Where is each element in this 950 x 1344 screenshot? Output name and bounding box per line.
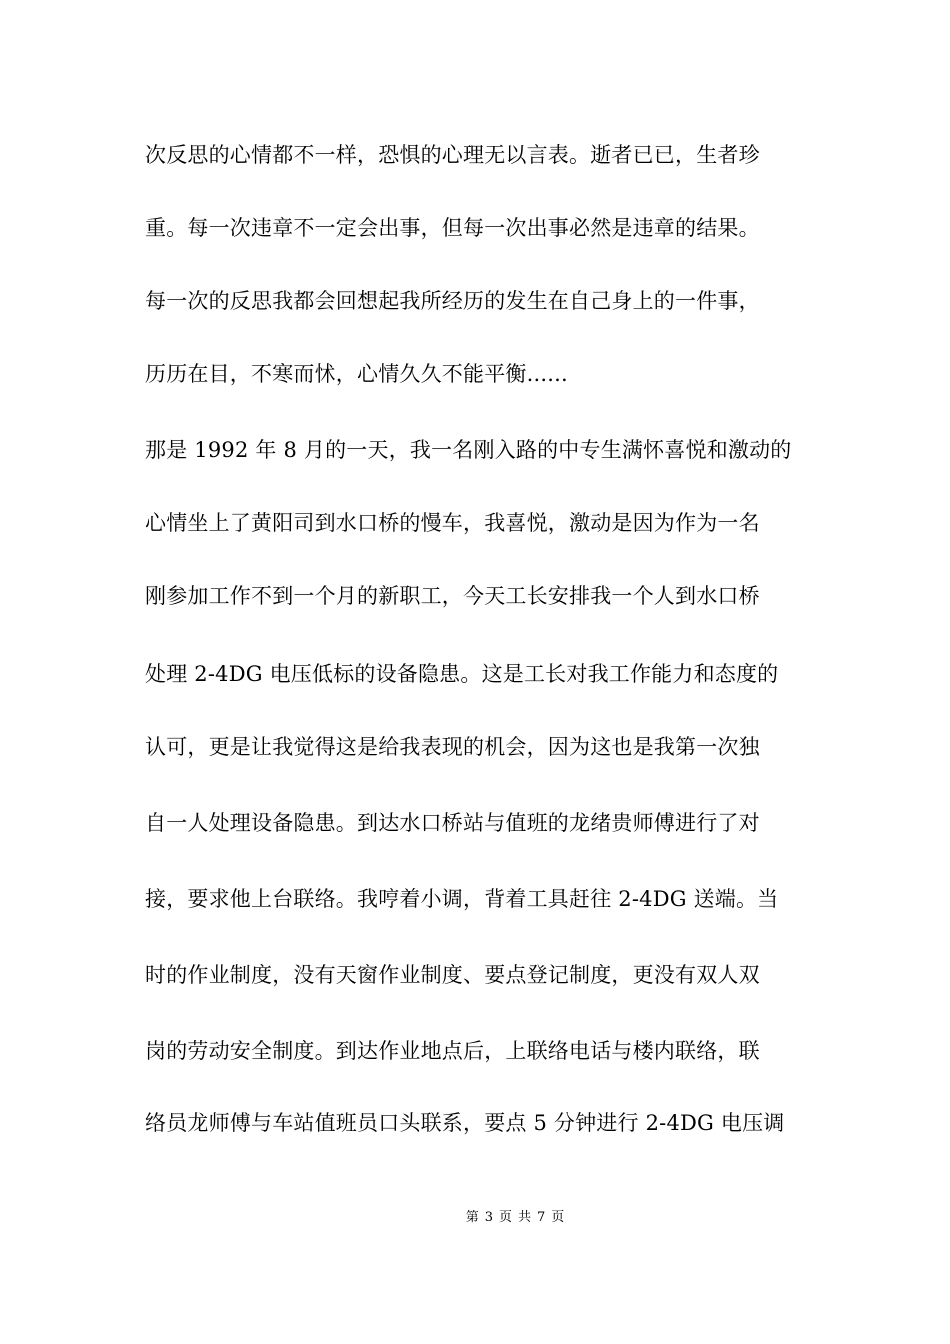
body-text-line: 认可，更是让我觉得这是给我表现的机会，因为这也是我第一次独 [145, 735, 760, 759]
footer-total-word: 共 [518, 1210, 532, 1225]
body-text-line: 次反思的心情都不一样，恐惧的心理无以言表。逝者已已，生者珍 [145, 143, 760, 167]
body-text-line: 接，要求他上台联络。我哼着小调，背着工具赶往 2-4DG 送端。当 [145, 887, 779, 911]
footer-page-word: 页 [498, 1210, 512, 1225]
footer-total-pages: 7 [537, 1210, 546, 1225]
body-text-line: 时的作业制度，没有天窗作业制度、要点登记制度，更没有双人双 [145, 963, 760, 987]
footer-current-page: 3 [484, 1210, 493, 1225]
body-text-line: 重。每一次违章不一定会出事，但每一次出事必然是违章的结果。 [145, 216, 760, 240]
body-text-line: 刚参加工作不到一个月的新职工，今天工长安排我一个人到水口桥 [145, 584, 760, 608]
body-text-line: 心情坐上了黄阳司到水口桥的慢车，我喜悦，激动是因为作为一名 [145, 511, 760, 535]
page-footer [0, 1208, 950, 1228]
body-text-line: 自一人处理设备隐患。到达水口桥站与值班的龙绪贵师傅进行了对 [145, 811, 760, 835]
body-text-line: 络员龙师傅与车站值班员口头联系，要点 5 分钟进行 2-4DG 电压调 [145, 1111, 785, 1135]
body-text-line: 处理 2-4DG 电压低标的设备隐患。这是工长对我工作能力和态度的 [145, 662, 779, 686]
body-text-line: 历历在目，不寒而怵，心情久久不能平衡...... [145, 362, 568, 386]
body-text-line: 那是 1992 年 8 月的一天，我一名刚入路的中专生满怀喜悦和激动的 [145, 438, 792, 462]
body-text-line: 岗的劳动安全制度。到达作业地点后，上联络电话与楼内联络，联 [145, 1039, 760, 1063]
footer-suffix: 页 [551, 1210, 565, 1225]
body-text-line: 每一次的反思我都会回想起我所经历的发生在自己身上的一件事， [145, 289, 760, 313]
footer-prefix: 第 [465, 1210, 479, 1225]
